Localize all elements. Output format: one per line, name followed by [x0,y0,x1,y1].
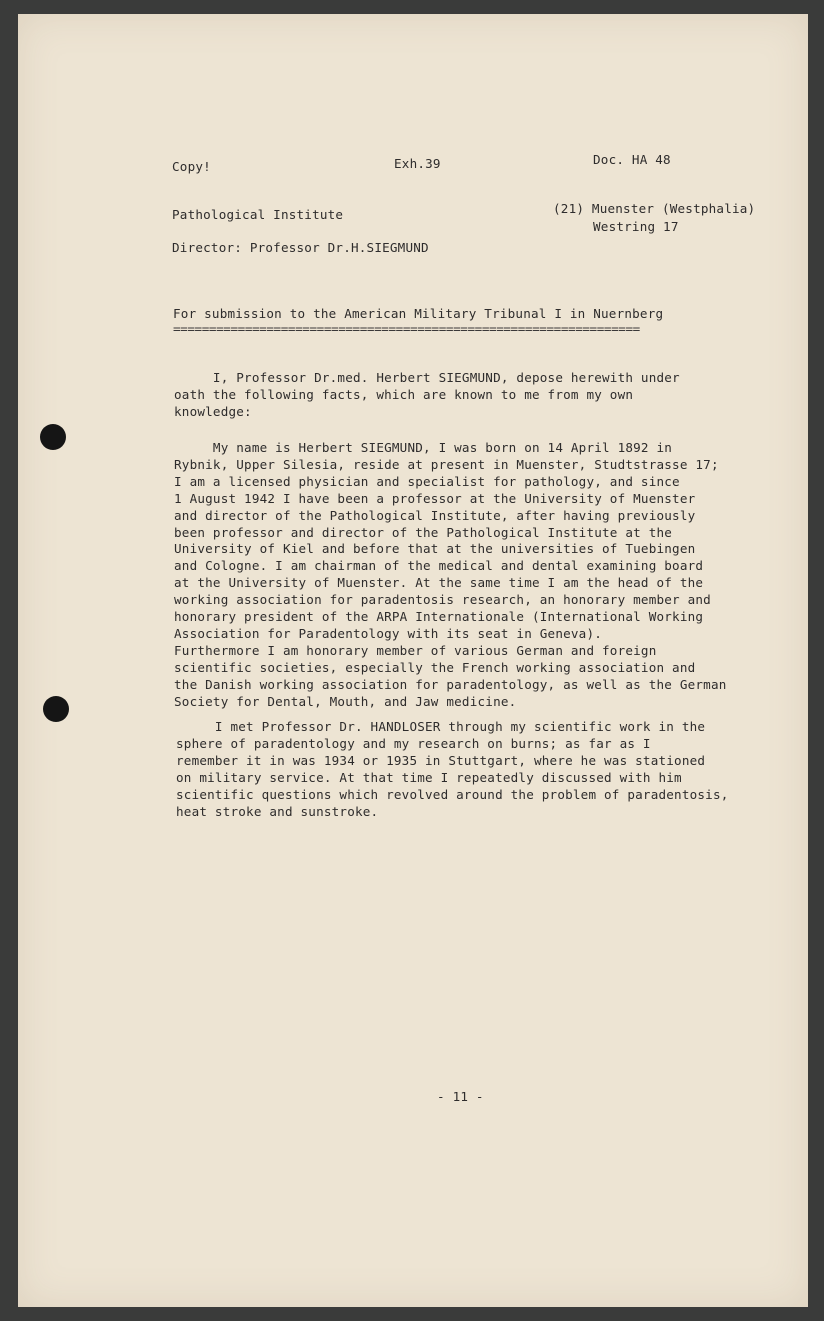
page-number: - 11 - [437,1089,484,1104]
text-line: I, Professor Dr.med. Herbert SIEGMUND, depose herewith under [174,370,680,385]
intro-paragraph [174,370,680,421]
text-line: remember it in was 1934 or 1935 in Stuttgart, where he was stationed [176,752,706,768]
exhibit-number: Exh.39 [394,156,441,171]
text-line: and Cologne. I am chairman of the medical and dental examining board [174,558,704,574]
text-line: oath the following facts, which are known to me from my own [174,386,634,402]
text-line: I met Professor Dr. HANDLOSER through my scientific work in the [176,719,706,734]
copy-label: Copy! [172,159,211,174]
text-line: Furthermore I am honorary member of various German and foreign [174,642,657,658]
text-line: honorary president of the ARPA Internationale (International Working [174,609,704,625]
text-line: Society for Dental, Mouth, and Jaw medicine. [174,693,517,709]
text-line: University of Kiel and before that at the universities of Tuebingen [174,541,696,557]
text-line: at the University of Muenster. At the same time I am the head of the [174,575,704,591]
institute-address-line2: Westring 17 [593,219,679,234]
handloser-paragraph [176,719,729,820]
text-line: on military service. At that time I repeatedly discussed with him [176,769,682,785]
institute-name: Pathological Institute [172,207,344,222]
text-line: 1 August 1942 I have been a professor at the University of Muenster [174,490,696,506]
text-line: My name is Herbert SIEGMUND, I was born on 14 April 1892 in [174,440,673,455]
punch-hole [40,424,66,450]
institute-address-line1: (21) Muenster (Westphalia) [553,201,756,216]
institute-director: Director: Professor Dr.H.SIEGMUND [172,240,429,255]
biography-paragraph [174,440,727,711]
text-line: been professor and director of the Pathological Institute at the [174,524,673,540]
text-line: sphere of paradentology and my research on burns; as far as I [176,735,651,751]
text-line: heat stroke and sunstroke. [176,803,379,819]
text-line: scientific questions which revolved around the problem of paradentosis, [176,786,729,802]
document-number: Doc. HA 48 [593,152,671,167]
text-line: I am a licensed physician and specialist for pathology, and since [174,473,680,489]
punch-hole [43,696,69,722]
text-line: Rybnik, Upper Silesia, reside at present in Muenster, Studtstrasse 17; [174,456,719,472]
text-line: and director of the Pathological Institute, after having previously [174,507,696,523]
text-line: working association for paradentosis research, an honorary member and [174,592,711,608]
submission-title: For submission to the American Military Tribunal I in Nuernberg [173,306,664,321]
text-line: Association for Paradentology with its seat in Geneva). [174,625,603,641]
text-line: the Danish working association for paradentology, as well as the German [174,676,727,692]
text-line: scientific societies, especially the French working association and [174,659,696,675]
title-underline: ================================================================= [173,321,640,336]
text-line: knowledge: [174,403,252,419]
